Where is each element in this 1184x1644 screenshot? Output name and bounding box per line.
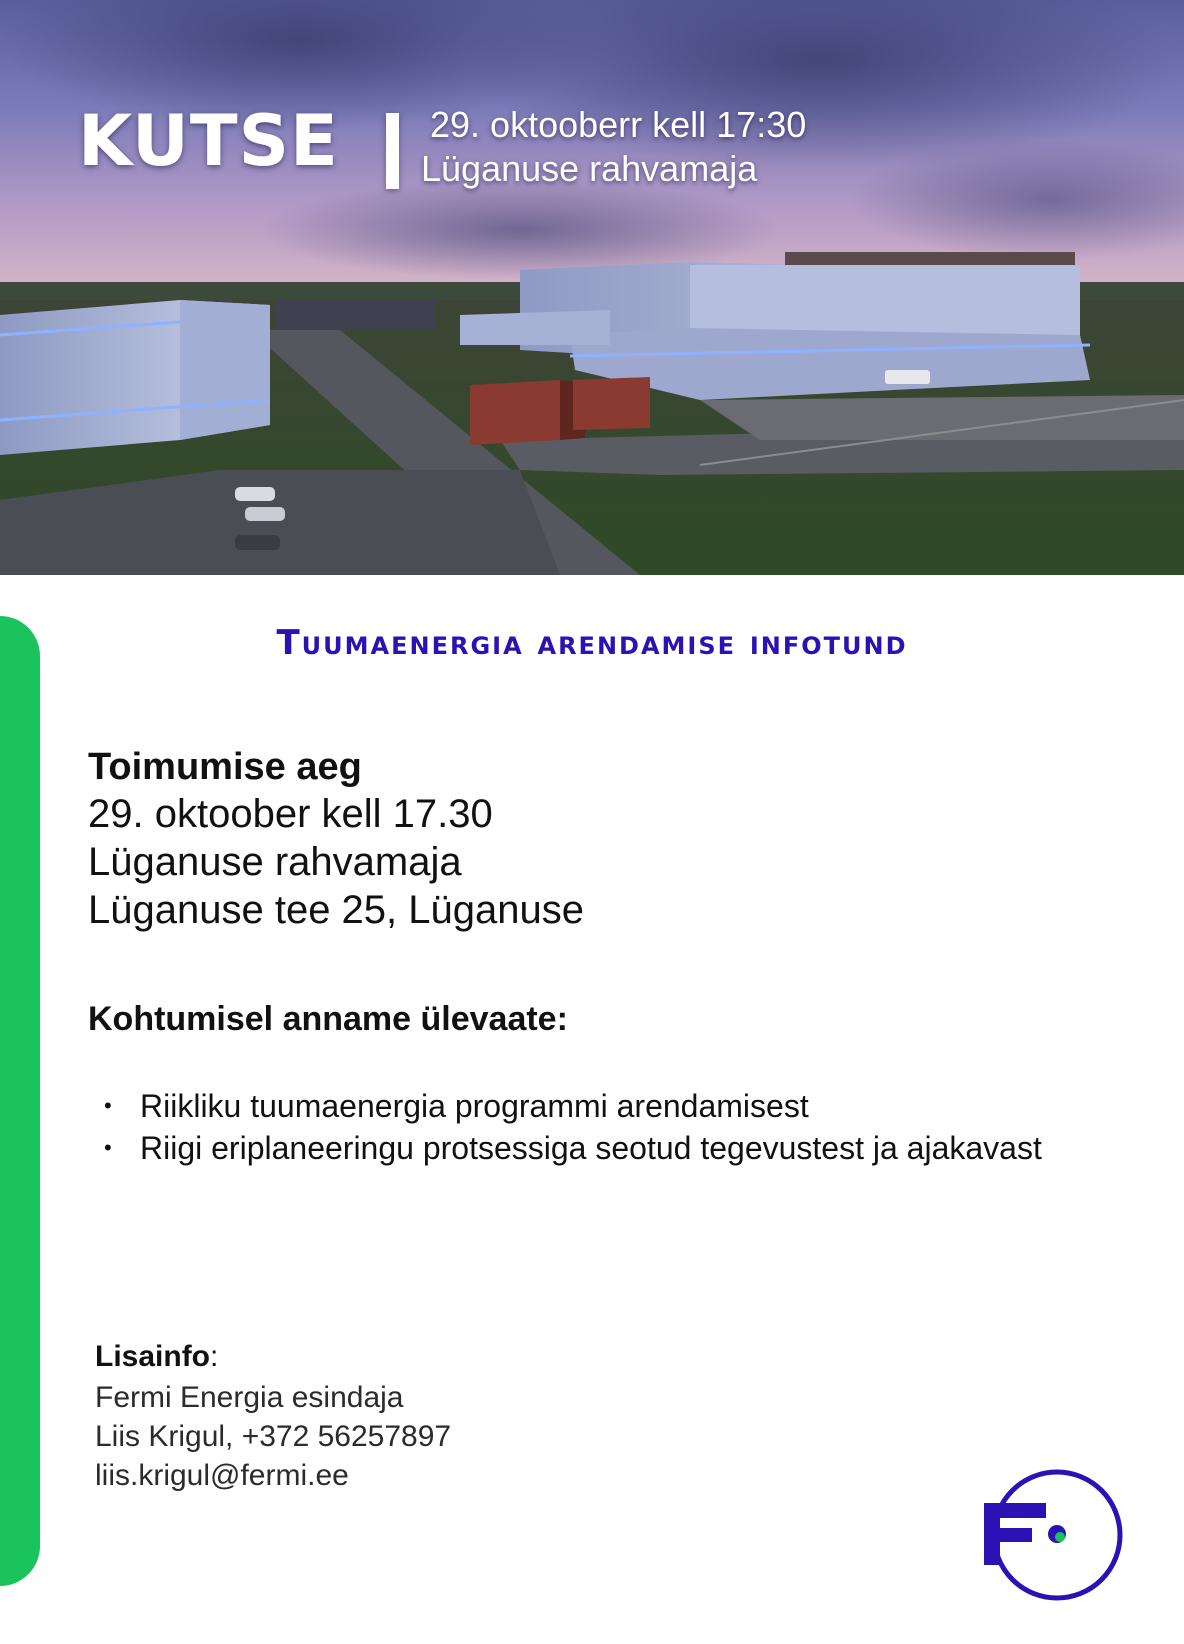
hero-date: 29. oktooberr kell 17:30 — [430, 104, 807, 145]
list-item — [104, 1085, 1104, 1127]
overview-label: Kohtumisel anname ülevaate: — [88, 1000, 568, 1038]
contact-org: Fermi Energia esindaja — [95, 1381, 404, 1414]
bullet-icon: • — [104, 1135, 112, 1160]
event-venue: Lüganuse rahvamaja — [88, 840, 462, 884]
hero-title: KUTSE — [78, 100, 339, 182]
contact-label — [95, 1340, 218, 1374]
contact-email[interactable]: liis.krigul@fermi.ee — [95, 1459, 349, 1492]
overview-list — [104, 1085, 1104, 1169]
list-item — [104, 1127, 1104, 1169]
contact-label-colon: : — [210, 1340, 219, 1373]
hero-place: Lüganuse rahvamaja — [421, 148, 758, 189]
accent-side-bar — [0, 616, 40, 1586]
page-title: Tuumaenergia arendamise infotund — [276, 623, 908, 663]
list-item-text: Riikliku tuumaenergia programmi arendamisest — [140, 1088, 809, 1124]
time-label: Toimumise aeg — [88, 746, 362, 788]
hero-separator — [386, 113, 399, 189]
hero-image — [0, 0, 1184, 575]
contact-person: Liis Krigul, +372 56257897 — [95, 1420, 452, 1453]
contact-label-text: Lisainfo — [95, 1340, 211, 1373]
list-item-text: Riigi eriplaneeringu protsessiga seotud tegevustest ja ajakavast — [140, 1130, 1042, 1166]
event-date: 29. oktoober kell 17.30 — [88, 792, 493, 836]
hero-banner — [0, 0, 1184, 575]
event-address: Lüganuse tee 25, Lüganuse — [88, 888, 584, 932]
fermi-logo-icon — [980, 1466, 1128, 1604]
bullet-icon: • — [104, 1093, 112, 1118]
